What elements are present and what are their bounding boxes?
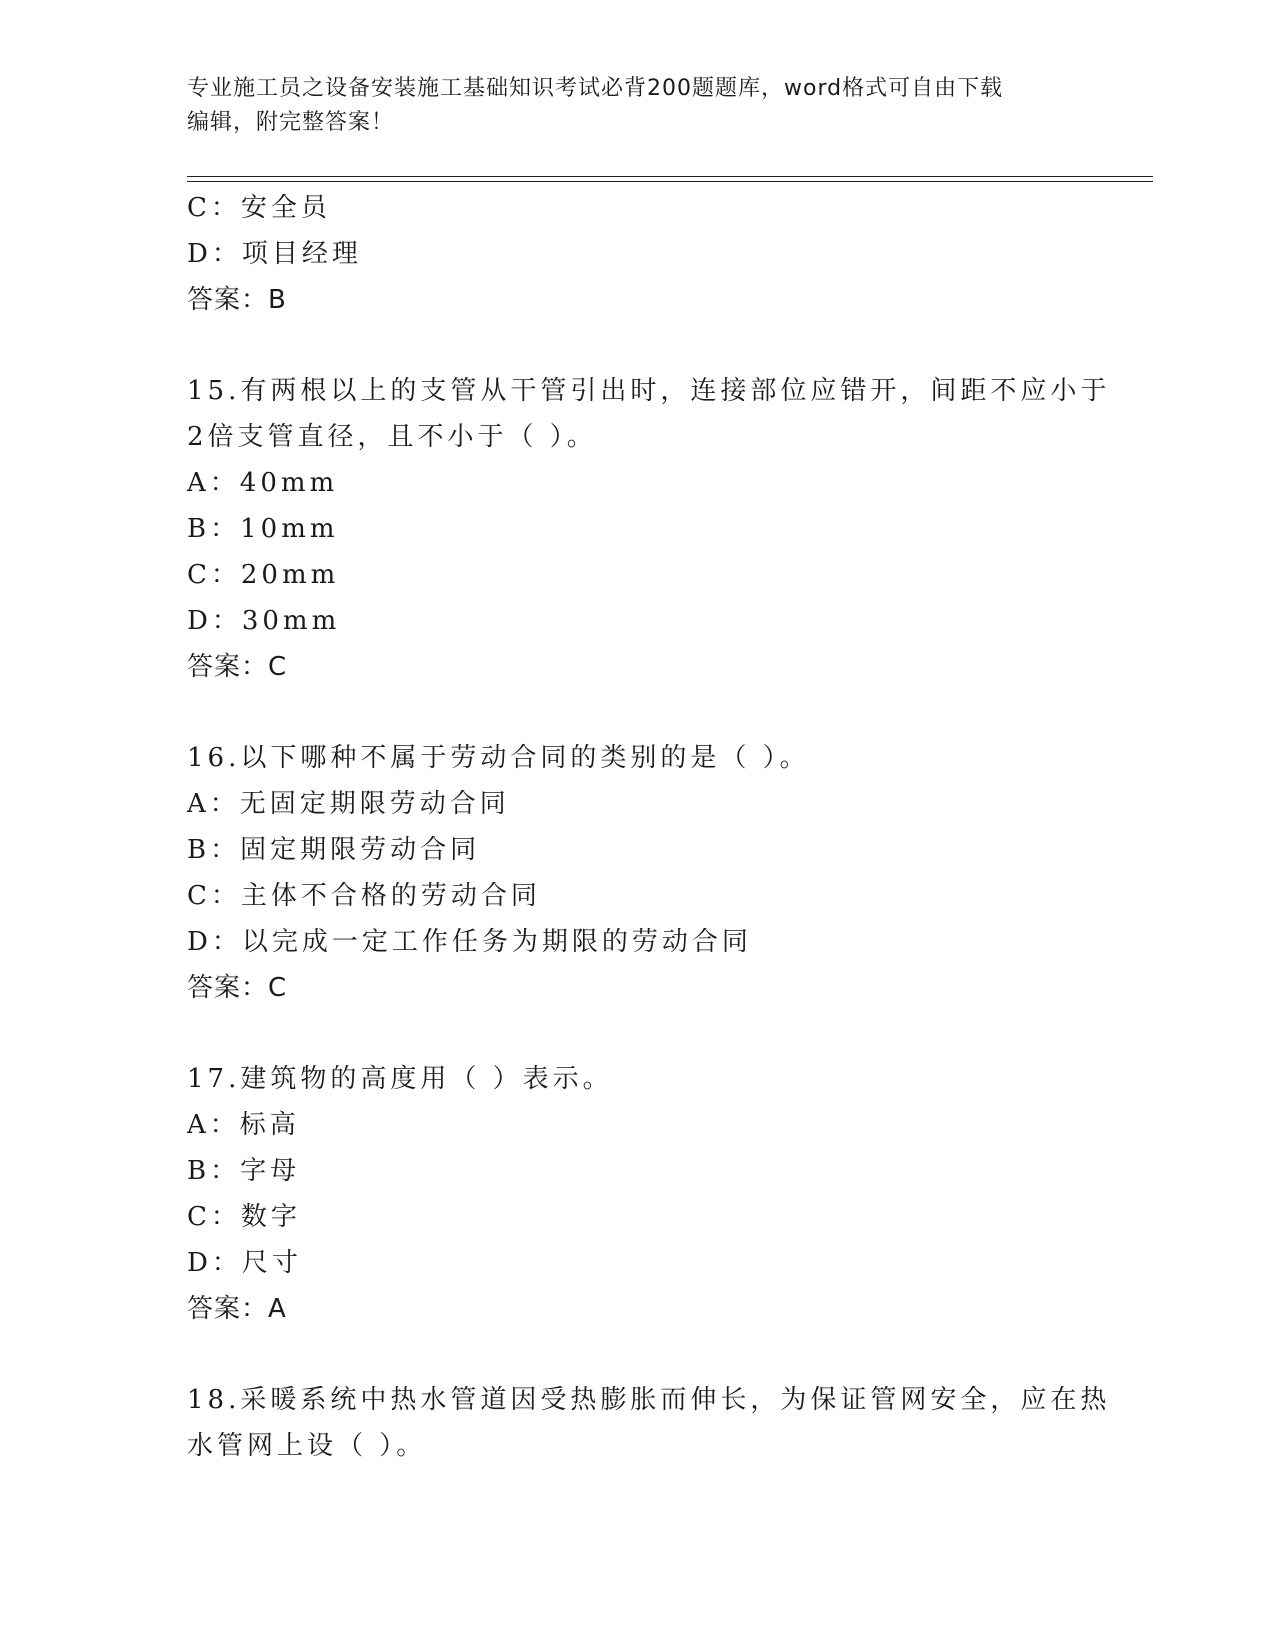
- question-text-line: 水管网上设（ ）。: [187, 1431, 427, 1461]
- question-list: [187, 185, 1111, 1469]
- option-d: D：30mm: [187, 606, 341, 636]
- header-rule-bottom: [187, 181, 1153, 182]
- answer: 答案：A: [187, 1294, 287, 1324]
- option-d: D：尺寸: [187, 1248, 302, 1278]
- header-line-2: 编辑，附完整答案！: [187, 110, 395, 135]
- header-line-1: 专业施工员之设备安装施工基础知识考试必背200题题库，word格式可自由下载: [187, 76, 1004, 101]
- question-text-line: 17.建筑物的高度用（ ）表示。: [187, 1064, 613, 1094]
- previous-question-tail: [187, 185, 1087, 323]
- option-a: A：标高: [187, 1110, 300, 1140]
- answer: 答案：B: [187, 285, 287, 315]
- question-18: [187, 1377, 1111, 1469]
- answer: 答案：C: [187, 973, 288, 1003]
- option-d: D：项目经理: [187, 239, 362, 269]
- option-b: B：固定期限劳动合同: [187, 835, 481, 865]
- option-a: A：无固定期限劳动合同: [187, 789, 510, 819]
- question-17: [187, 1056, 1087, 1332]
- option-c: C：数字: [187, 1202, 301, 1232]
- header-rule-top: [187, 176, 1153, 177]
- option-b: B：字母: [187, 1156, 301, 1186]
- question-text-line: 2倍支管直径，且不小于（ ）。: [187, 422, 597, 452]
- question-15: [187, 368, 1111, 690]
- question-16: [187, 735, 1087, 1011]
- option-b: B：10mm: [187, 514, 339, 544]
- question-text-line: 16.以下哪种不属于劳动合同的类别的是（ ）。: [187, 743, 810, 773]
- question-text-line: 18.采暖系统中热水管道因受热膨胀而伸长，为保证管网安全，应在热: [187, 1385, 1111, 1415]
- option-c: C：安全员: [187, 193, 331, 223]
- option-a: A：40mm: [187, 468, 339, 498]
- document-header: [187, 72, 1067, 140]
- option-c: C：主体不合格的劳动合同: [187, 881, 541, 911]
- question-text-line: 15.有两根以上的支管从干管引出时，连接部位应错开，间距不应小于: [187, 376, 1111, 406]
- answer: 答案：C: [187, 652, 288, 682]
- option-d: D：以完成一定工作任务为期限的劳动合同: [187, 927, 752, 957]
- option-c: C：20mm: [187, 560, 340, 590]
